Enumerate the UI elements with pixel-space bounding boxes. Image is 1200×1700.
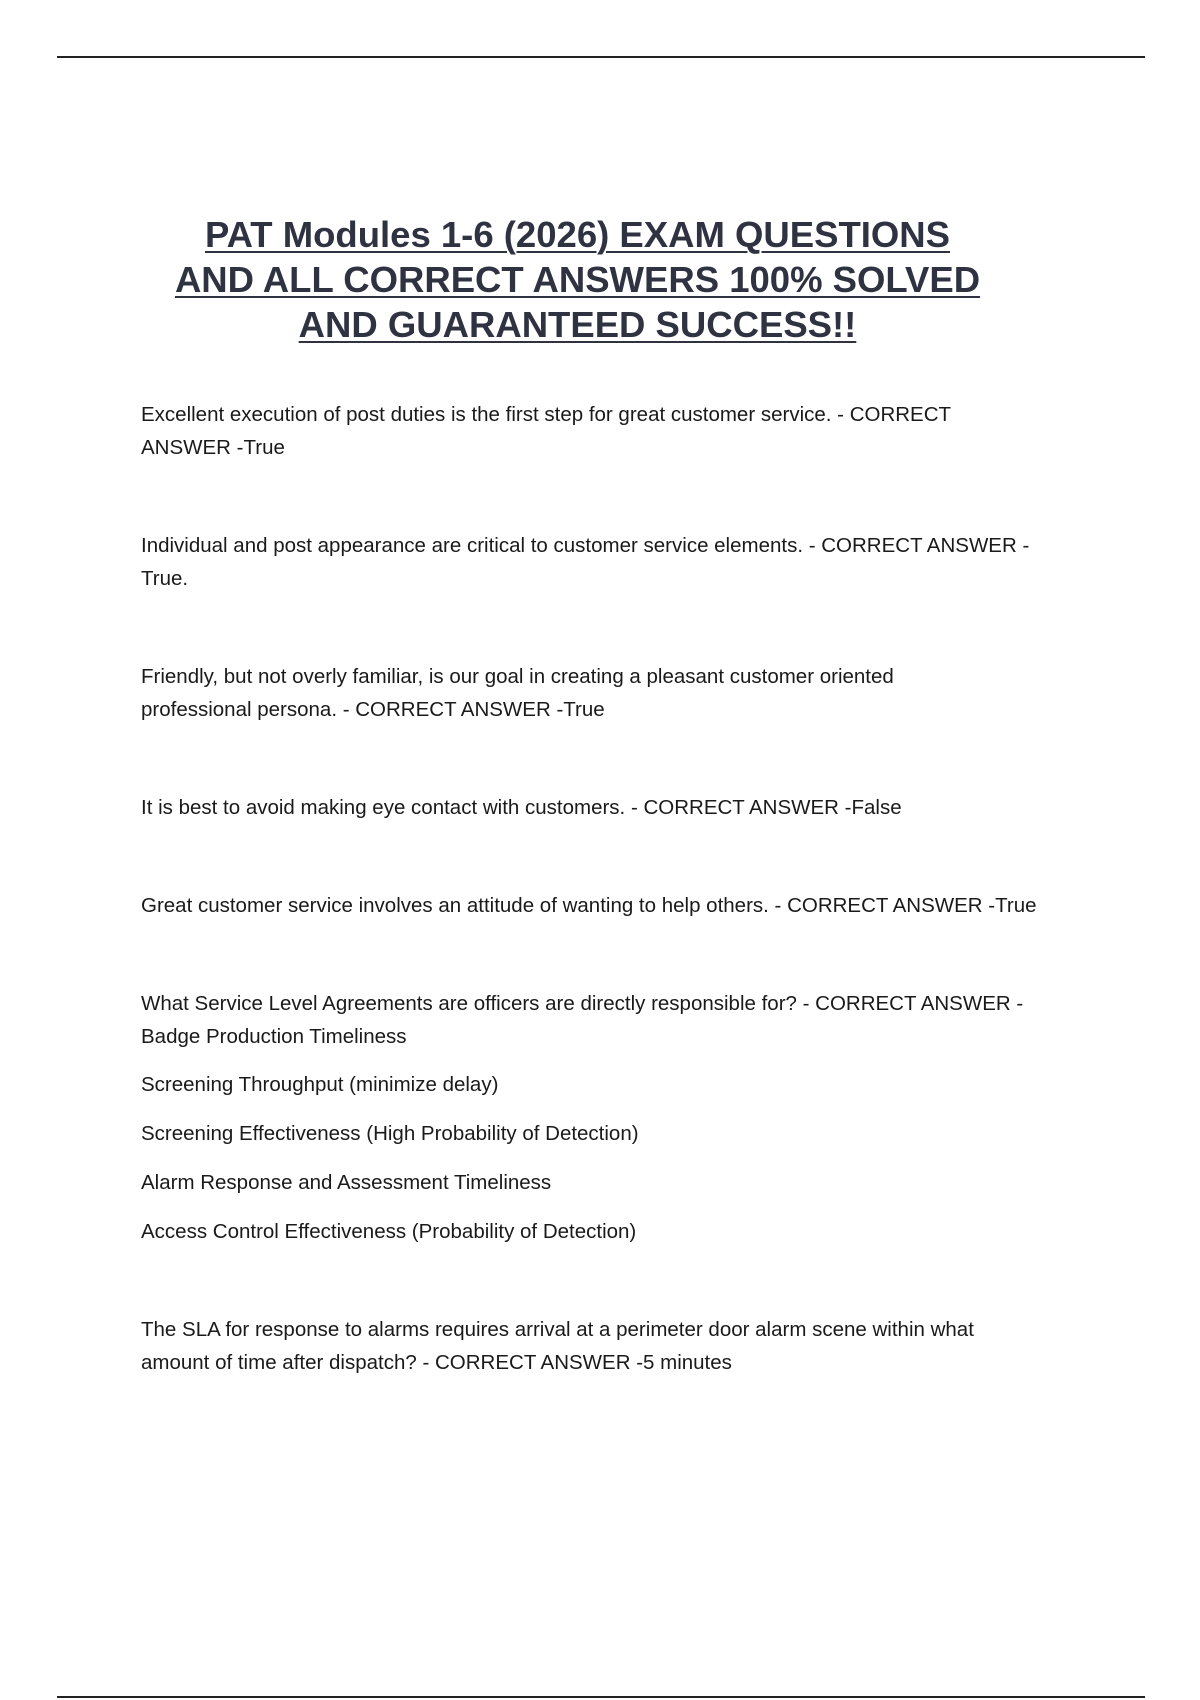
qa-item-2: [141, 529, 1081, 595]
top-rule: [57, 56, 1145, 58]
qa-line: Screening Effectiveness (High Probability of Detection): [141, 1122, 639, 1145]
sla-list-item-2: [141, 1117, 1081, 1150]
qa-line: Alarm Response and Assessment Timeliness: [141, 1171, 552, 1194]
qa-line: Screening Throughput (minimize delay): [141, 1073, 499, 1096]
qa-line: What Service Level Agreements are officers are directly responsible for? - CORRECT ANSWER -: [141, 992, 1024, 1015]
qa-line: True.: [141, 567, 189, 590]
qa-line: Great customer service involves an attitude of wanting to help others. - CORRECT ANSWER -True: [141, 894, 1037, 917]
title-line-1: PAT Modules 1-6 (2026) EXAM QUESTIONS: [204, 214, 950, 255]
title-line-2: AND ALL CORRECT ANSWERS 100% SOLVED: [174, 259, 981, 300]
document-title: [120, 212, 1035, 347]
qa-line: Badge Production Timeliness: [141, 1025, 407, 1048]
qa-item-1: [141, 398, 1081, 464]
sla-list-item-4: [141, 1215, 1081, 1248]
qa-item-6: [141, 987, 1081, 1053]
qa-line: amount of time after dispatch? - CORRECT ANSWER -5 minutes: [141, 1351, 732, 1374]
qa-line: Access Control Effectiveness (Probability of Detection): [141, 1220, 637, 1243]
qa-line: It is best to avoid making eye contact with customers. - CORRECT ANSWER -False: [141, 796, 902, 819]
qa-line: Friendly, but not overly familiar, is our goal in creating a pleasant customer oriented: [141, 665, 894, 688]
qa-item-3: [141, 660, 1081, 726]
qa-line: professional persona. - CORRECT ANSWER -True: [141, 698, 605, 721]
sla-list-item-3: [141, 1166, 1081, 1199]
qa-line: Individual and post appearance are critical to customer service elements. - CORRECT ANSWER -: [141, 534, 1030, 557]
bottom-rule: [57, 1696, 1145, 1698]
qa-item-7: [141, 1313, 1081, 1379]
qa-item-5: [141, 889, 1081, 922]
title-line-3: AND GUARANTEED SUCCESS!!: [298, 304, 857, 345]
qa-item-4: [141, 791, 1081, 824]
sla-list-item-1: [141, 1068, 1081, 1101]
qa-line: Excellent execution of post duties is the first step for great customer service. - CORRECT: [141, 403, 952, 426]
qa-line: The SLA for response to alarms requires arrival at a perimeter door alarm scene within what: [141, 1318, 974, 1341]
qa-line: ANSWER -True: [141, 436, 285, 459]
